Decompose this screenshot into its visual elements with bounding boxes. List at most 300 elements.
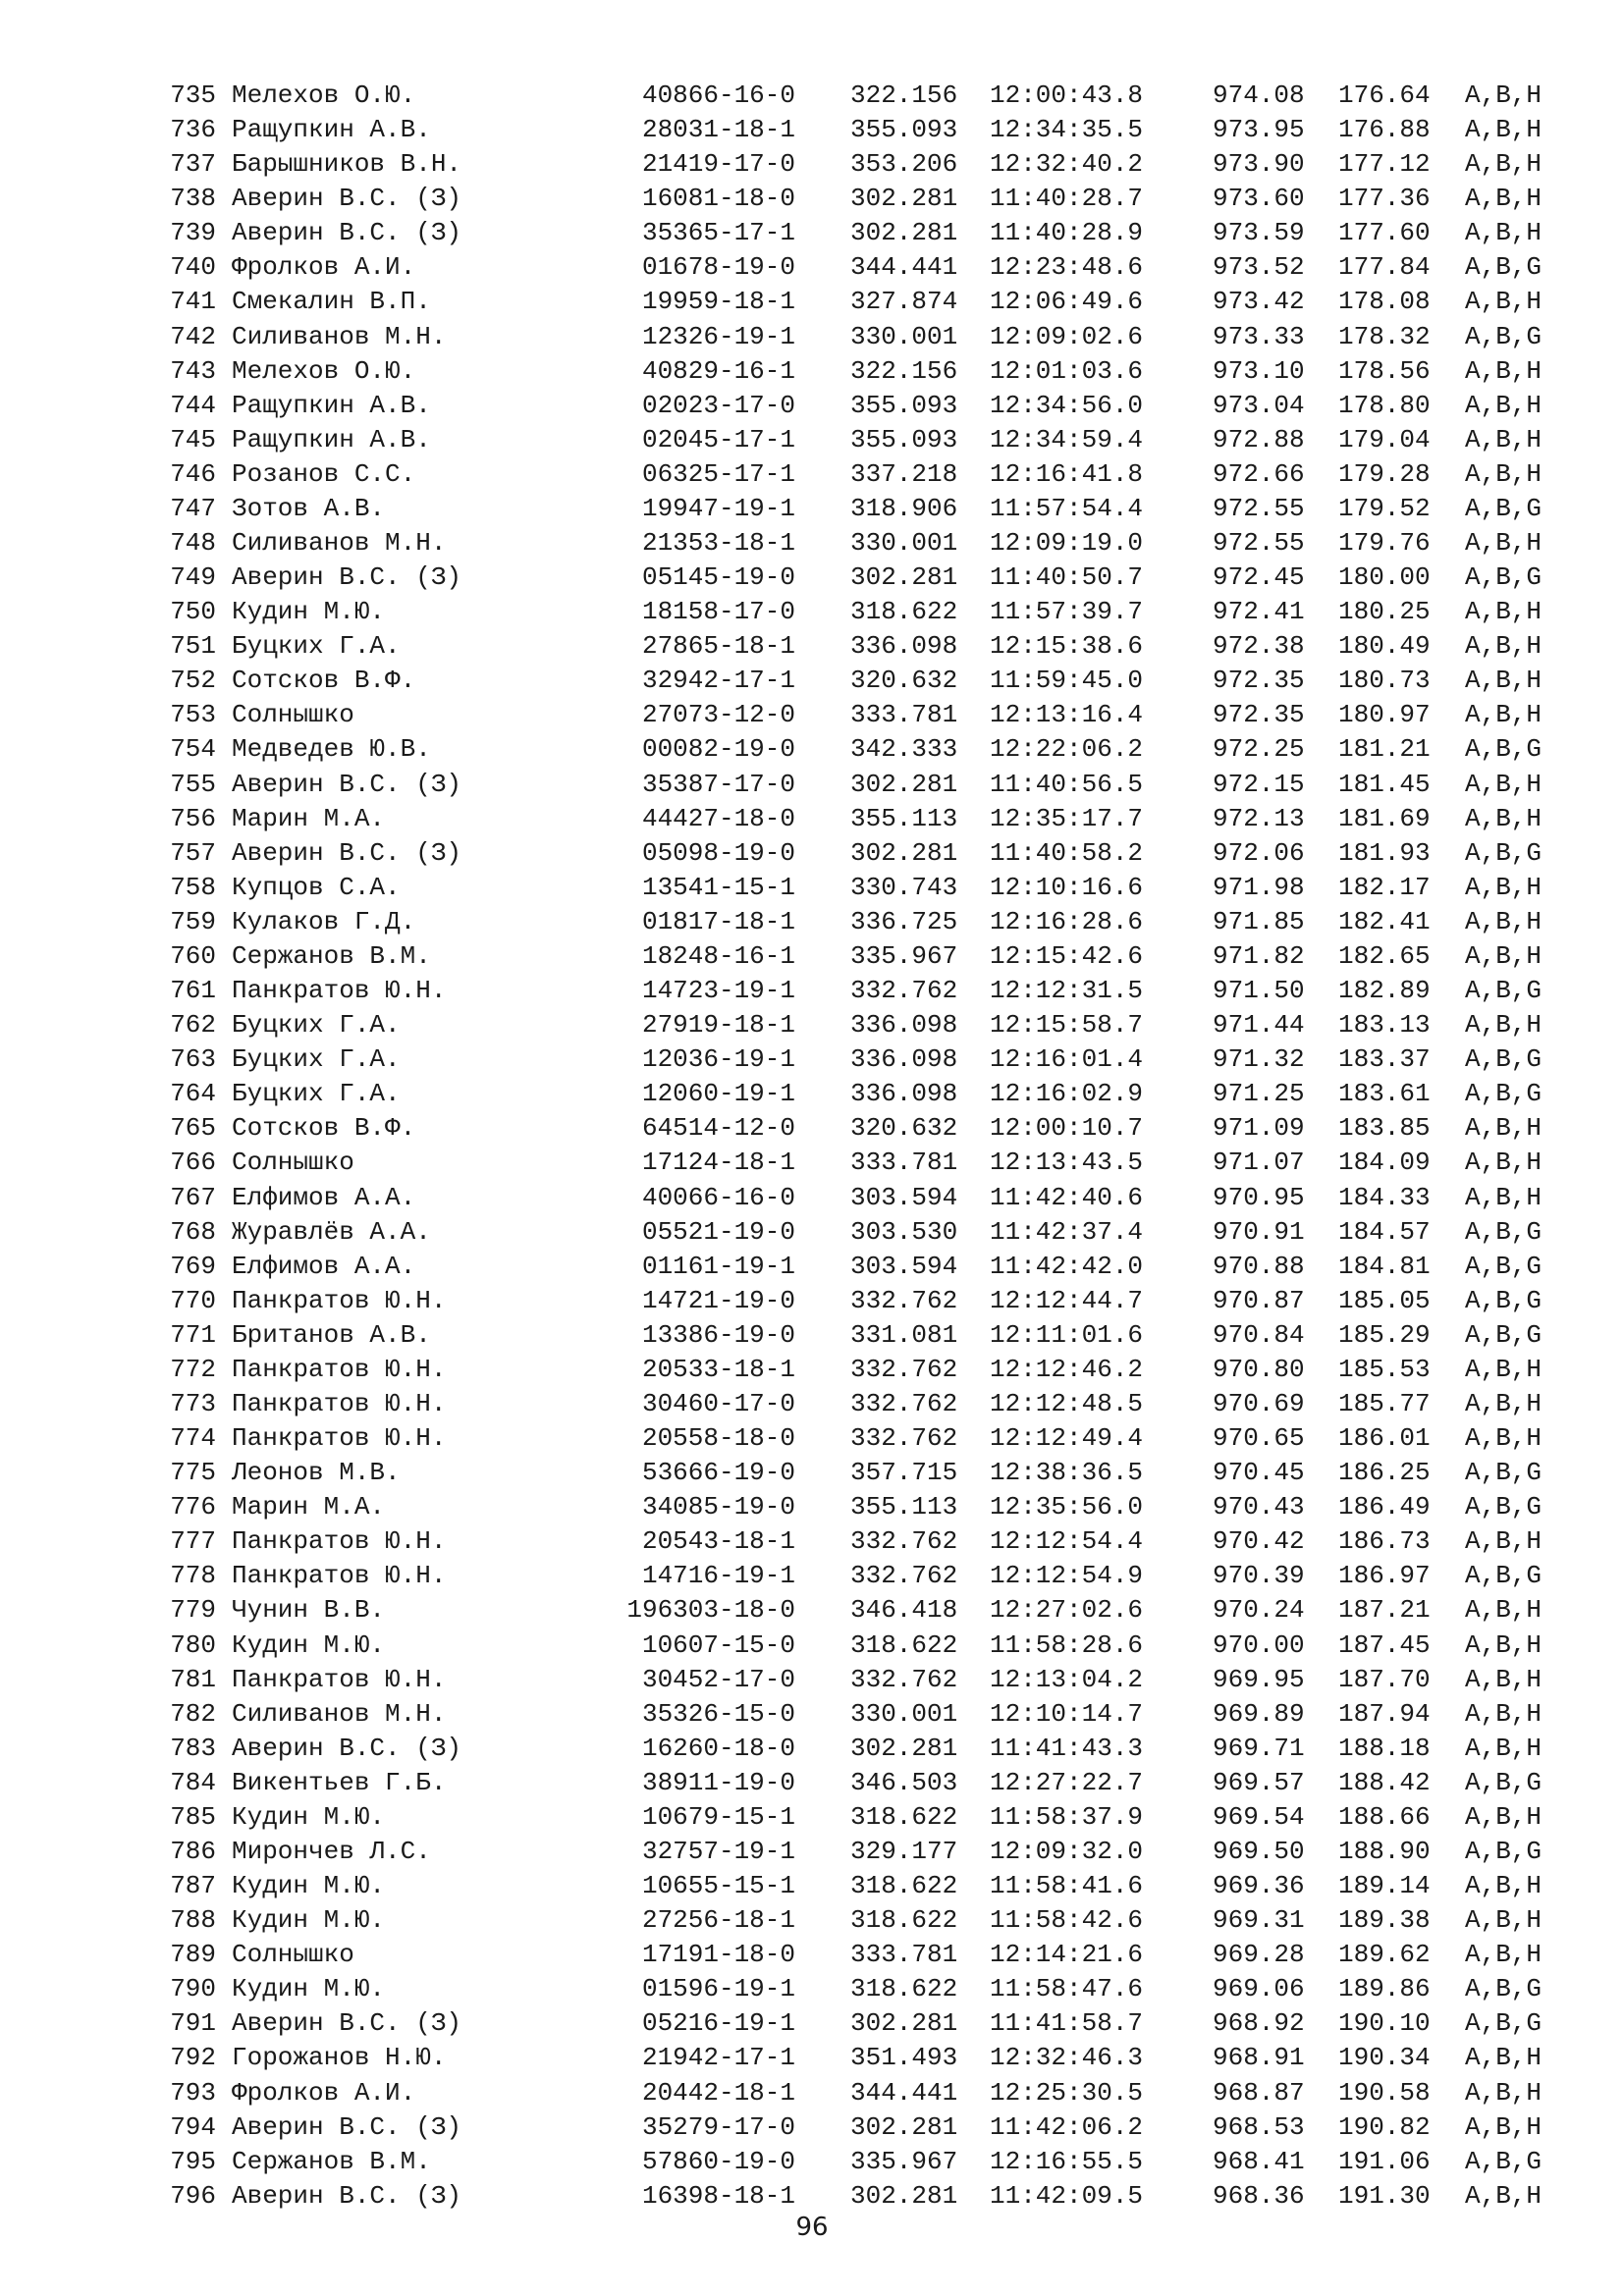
ring-id: 35279-17-0 — [641, 2111, 795, 2142]
ring-id: 06325-17-1 — [641, 458, 795, 489]
distance: 330.001 — [850, 528, 958, 559]
distance: 332.762 — [850, 1423, 958, 1454]
arrival-time: 12:27:22.7 — [990, 1767, 1144, 1797]
table-row — [0, 1593, 1624, 1628]
classes: A,B,G — [1465, 1492, 1543, 1522]
participant-name: Аверин В.С. (З) — [232, 562, 462, 593]
speed: 971.98 — [1213, 872, 1305, 902]
distance: 303.594 — [850, 1182, 958, 1212]
distance: 333.781 — [850, 700, 958, 730]
classes: A,B,H — [1465, 2043, 1543, 2073]
ring-id: 27073-12-0 — [641, 700, 795, 730]
speed: 970.24 — [1213, 1595, 1305, 1626]
speed: 970.65 — [1213, 1423, 1305, 1454]
participant-name: Горожанов Н.Ю. — [232, 2043, 447, 2073]
row-number: 766 — [170, 1148, 216, 1178]
participant-name: Чунин В.В. — [232, 1595, 386, 1626]
table-row — [0, 285, 1624, 319]
participant-name: Аверин В.С. (З) — [232, 837, 462, 868]
participant-name: Буцких Г.А. — [232, 1079, 401, 1109]
table-row — [0, 836, 1624, 871]
classes: A,B,H — [1465, 80, 1543, 110]
table-row — [0, 1181, 1624, 1215]
points: 188.42 — [1338, 1767, 1431, 1797]
speed: 970.45 — [1213, 1458, 1305, 1488]
speed: 972.06 — [1213, 837, 1305, 868]
row-number: 795 — [170, 2146, 216, 2176]
page-number: 96 — [795, 2213, 829, 2242]
participant-name: Розанов С.С. — [232, 458, 416, 489]
speed: 972.38 — [1213, 631, 1305, 662]
points: 188.90 — [1338, 1836, 1431, 1866]
ring-id: 27919-18-1 — [641, 1010, 795, 1041]
ring-id: 05098-19-0 — [641, 837, 795, 868]
points: 180.97 — [1338, 700, 1431, 730]
points: 181.21 — [1338, 734, 1431, 765]
distance: 355.093 — [850, 424, 958, 454]
arrival-time: 12:16:41.8 — [990, 458, 1144, 489]
classes: A,B,G — [1465, 1767, 1543, 1797]
distance: 322.156 — [850, 355, 958, 386]
points: 190.82 — [1338, 2111, 1431, 2142]
speed: 969.28 — [1213, 1940, 1305, 1970]
distance: 336.098 — [850, 1010, 958, 1041]
row-number: 744 — [170, 390, 216, 420]
distance: 318.622 — [850, 1974, 958, 2004]
classes: A,B,H — [1465, 597, 1543, 627]
arrival-time: 12:12:54.9 — [990, 1561, 1144, 1591]
ring-id: 01817-18-1 — [641, 906, 795, 936]
points: 177.36 — [1338, 184, 1431, 214]
ring-id: 01596-19-1 — [641, 1974, 795, 2004]
arrival-time: 11:41:43.3 — [990, 1733, 1144, 1763]
ring-id: 13386-19-0 — [641, 1319, 795, 1350]
participant-name: Сержанов В.М. — [232, 940, 431, 971]
speed: 973.33 — [1213, 321, 1305, 351]
points: 177.60 — [1338, 218, 1431, 248]
ring-id: 40866-16-0 — [641, 80, 795, 110]
participant-name: Аверин В.С. (З) — [232, 2180, 462, 2211]
arrival-time: 12:25:30.5 — [990, 2077, 1144, 2108]
arrival-time: 11:40:56.5 — [990, 769, 1144, 799]
ring-id: 19959-18-1 — [641, 287, 795, 317]
ring-id: 27865-18-1 — [641, 631, 795, 662]
ring-id: 10607-15-0 — [641, 1629, 795, 1660]
participant-name: Аверин В.С. (З) — [232, 2008, 462, 2039]
table-row — [0, 905, 1624, 939]
points: 183.85 — [1338, 1113, 1431, 1144]
table-row — [0, 698, 1624, 732]
arrival-time: 12:22:06.2 — [990, 734, 1144, 765]
row-number: 752 — [170, 666, 216, 696]
participant-name: Купцов С.А. — [232, 872, 401, 902]
classes: A,B,H — [1465, 115, 1543, 145]
distance: 344.441 — [850, 2077, 958, 2108]
participant-name: Силиванов М.Н. — [232, 1698, 447, 1729]
participant-name: Кулаков Г.Д. — [232, 906, 416, 936]
table-row — [0, 732, 1624, 767]
row-number: 759 — [170, 906, 216, 936]
distance: 355.113 — [850, 1492, 958, 1522]
participant-name: Сотсков В.Ф. — [232, 1113, 416, 1144]
distance: 302.281 — [850, 218, 958, 248]
row-number: 746 — [170, 458, 216, 489]
row-number: 773 — [170, 1388, 216, 1418]
distance: 355.093 — [850, 390, 958, 420]
participant-name: Аверин В.С. (З) — [232, 1733, 462, 1763]
points: 184.09 — [1338, 1148, 1431, 1178]
participant-name: Кудин М.Ю. — [232, 597, 386, 627]
classes: A,B,H — [1465, 355, 1543, 386]
distance: 322.156 — [850, 80, 958, 110]
table-row — [0, 1663, 1624, 1697]
ring-id: 44427-18-0 — [641, 803, 795, 833]
distance: 318.622 — [850, 1871, 958, 1901]
arrival-time: 12:12:54.4 — [990, 1526, 1144, 1557]
arrival-time: 12:15:38.6 — [990, 631, 1144, 662]
classes: A,B,H — [1465, 631, 1543, 662]
points: 186.49 — [1338, 1492, 1431, 1522]
arrival-time: 12:01:03.6 — [990, 355, 1144, 386]
ring-id: 64514-12-0 — [641, 1113, 795, 1144]
speed: 971.09 — [1213, 1113, 1305, 1144]
distance: 357.715 — [850, 1458, 958, 1488]
row-number: 767 — [170, 1182, 216, 1212]
classes: A,B,G — [1465, 837, 1543, 868]
arrival-time: 11:58:28.6 — [990, 1629, 1144, 1660]
distance: 302.281 — [850, 2008, 958, 2039]
row-number: 751 — [170, 631, 216, 662]
arrival-time: 12:34:59.4 — [990, 424, 1144, 454]
points: 188.66 — [1338, 1801, 1431, 1832]
table-row — [0, 113, 1624, 147]
row-number: 765 — [170, 1113, 216, 1144]
row-number: 775 — [170, 1458, 216, 1488]
table-row — [0, 664, 1624, 698]
points: 189.62 — [1338, 1940, 1431, 1970]
participant-name: Смекалин В.П. — [232, 287, 431, 317]
ring-id: 21353-18-1 — [641, 528, 795, 559]
ring-id: 21419-17-0 — [641, 149, 795, 180]
ring-id: 10655-15-1 — [641, 1871, 795, 1901]
classes: A,B,H — [1465, 1113, 1543, 1144]
speed: 972.55 — [1213, 528, 1305, 559]
table-row — [0, 768, 1624, 802]
speed: 969.36 — [1213, 1871, 1305, 1901]
participant-name: Елфимов А.А. — [232, 1251, 416, 1281]
arrival-time: 11:42:37.4 — [990, 1216, 1144, 1247]
speed: 973.90 — [1213, 149, 1305, 180]
table-row — [0, 2179, 1624, 2214]
arrival-time: 12:13:04.2 — [990, 1664, 1144, 1694]
speed: 972.88 — [1213, 424, 1305, 454]
classes: A,B,H — [1465, 528, 1543, 559]
points: 180.25 — [1338, 597, 1431, 627]
ring-id: 01678-19-0 — [641, 252, 795, 283]
classes: A,B,H — [1465, 1388, 1543, 1418]
participant-name: Буцких Г.А. — [232, 1010, 401, 1041]
participant-name: Панкратов Ю.Н. — [232, 976, 447, 1006]
ring-id: 20558-18-0 — [641, 1423, 795, 1454]
row-number: 790 — [170, 1974, 216, 2004]
participant-name: Силиванов М.Н. — [232, 528, 447, 559]
arrival-time: 12:12:48.5 — [990, 1388, 1144, 1418]
table-row — [0, 354, 1624, 389]
ring-id: 00082-19-0 — [641, 734, 795, 765]
participant-name: Буцких Г.А. — [232, 1044, 401, 1075]
ring-id: 05521-19-0 — [641, 1216, 795, 1247]
points: 185.29 — [1338, 1319, 1431, 1350]
distance: 353.206 — [850, 149, 958, 180]
distance: 302.281 — [850, 562, 958, 593]
arrival-time: 12:12:44.7 — [990, 1285, 1144, 1315]
participant-name: Кудин М.Ю. — [232, 1974, 386, 2004]
row-number: 781 — [170, 1664, 216, 1694]
ring-id: 05145-19-0 — [641, 562, 795, 593]
distance: 335.967 — [850, 940, 958, 971]
participant-name: Панкратов Ю.Н. — [232, 1354, 447, 1384]
speed: 968.36 — [1213, 2180, 1305, 2211]
speed: 970.39 — [1213, 1561, 1305, 1591]
points: 176.88 — [1338, 115, 1431, 145]
row-number: 776 — [170, 1492, 216, 1522]
ring-id: 34085-19-0 — [641, 1492, 795, 1522]
classes: A,B,H — [1465, 458, 1543, 489]
speed: 972.35 — [1213, 700, 1305, 730]
distance: 318.622 — [850, 1629, 958, 1660]
row-number: 792 — [170, 2043, 216, 2073]
points: 188.18 — [1338, 1733, 1431, 1763]
arrival-time: 11:40:28.7 — [990, 184, 1144, 214]
classes: A,B,H — [1465, 1182, 1543, 1212]
arrival-time: 12:16:02.9 — [990, 1079, 1144, 1109]
distance: 303.530 — [850, 1216, 958, 1247]
table-row — [0, 1421, 1624, 1456]
points: 178.08 — [1338, 287, 1431, 317]
distance: 327.874 — [850, 287, 958, 317]
table-row — [0, 939, 1624, 974]
speed: 970.00 — [1213, 1629, 1305, 1660]
points: 181.45 — [1338, 769, 1431, 799]
classes: A,B,G — [1465, 2008, 1543, 2039]
table-row — [0, 1524, 1624, 1559]
participant-name: Британов А.В. — [232, 1319, 431, 1350]
classes: A,B,H — [1465, 906, 1543, 936]
distance: 331.081 — [850, 1319, 958, 1350]
classes: A,B,H — [1465, 1148, 1543, 1178]
ring-id: 20543-18-1 — [641, 1526, 795, 1557]
table-row — [0, 871, 1624, 905]
points: 190.58 — [1338, 2077, 1431, 2108]
distance: 332.762 — [850, 976, 958, 1006]
distance: 336.098 — [850, 1079, 958, 1109]
ring-id: 12326-19-1 — [641, 321, 795, 351]
arrival-time: 11:58:42.6 — [990, 1905, 1144, 1936]
speed: 969.06 — [1213, 1974, 1305, 2004]
distance: 330.743 — [850, 872, 958, 902]
ring-id: 40829-16-1 — [641, 355, 795, 386]
speed: 972.15 — [1213, 769, 1305, 799]
distance: 320.632 — [850, 1113, 958, 1144]
participant-name: Аверин В.С. (З) — [232, 2111, 462, 2142]
row-number: 779 — [170, 1595, 216, 1626]
row-number: 780 — [170, 1629, 216, 1660]
classes: A,B,H — [1465, 1010, 1543, 1041]
ring-id: 28031-18-1 — [641, 115, 795, 145]
speed: 973.59 — [1213, 218, 1305, 248]
classes: A,B,G — [1465, 321, 1543, 351]
distance: 320.632 — [850, 666, 958, 696]
participant-name: Ращупкин А.В. — [232, 390, 431, 420]
row-number: 770 — [170, 1285, 216, 1315]
points: 183.61 — [1338, 1079, 1431, 1109]
row-number: 782 — [170, 1698, 216, 1729]
row-number: 764 — [170, 1079, 216, 1109]
classes: A,B,H — [1465, 1905, 1543, 1936]
row-number: 739 — [170, 218, 216, 248]
table-row — [0, 2041, 1624, 2075]
row-number: 741 — [170, 287, 216, 317]
classes: A,B,H — [1465, 1629, 1543, 1660]
ring-id: 02023-17-0 — [641, 390, 795, 420]
row-number: 772 — [170, 1354, 216, 1384]
points: 186.73 — [1338, 1526, 1431, 1557]
arrival-time: 11:40:28.9 — [990, 218, 1144, 248]
classes: A,B,H — [1465, 1801, 1543, 1832]
points: 187.45 — [1338, 1629, 1431, 1660]
points: 189.38 — [1338, 1905, 1431, 1936]
row-number: 736 — [170, 115, 216, 145]
distance: 333.781 — [850, 1940, 958, 1970]
distance: 318.622 — [850, 1905, 958, 1936]
points: 177.12 — [1338, 149, 1431, 180]
arrival-time: 12:00:10.7 — [990, 1113, 1144, 1144]
classes: A,B,G — [1465, 1319, 1543, 1350]
participant-name: Мелехов О.Ю. — [232, 80, 416, 110]
classes: A,B,H — [1465, 1940, 1543, 1970]
participant-name: Аверин В.С. (З) — [232, 218, 462, 248]
arrival-time: 12:10:14.7 — [990, 1698, 1144, 1729]
participant-name: Марин М.А. — [232, 803, 386, 833]
table-row — [0, 629, 1624, 664]
row-number: 794 — [170, 2111, 216, 2142]
classes: A,B,H — [1465, 424, 1543, 454]
classes: A,B,H — [1465, 700, 1543, 730]
classes: A,B,H — [1465, 218, 1543, 248]
table-row — [0, 1456, 1624, 1490]
distance: 355.113 — [850, 803, 958, 833]
arrival-time: 12:32:40.2 — [990, 149, 1144, 180]
arrival-time: 12:15:42.6 — [990, 940, 1144, 971]
distance: 302.281 — [850, 2180, 958, 2211]
row-number: 735 — [170, 80, 216, 110]
classes: A,B,H — [1465, 1698, 1543, 1729]
classes: A,B,G — [1465, 1836, 1543, 1866]
row-number: 791 — [170, 2008, 216, 2039]
table-row — [0, 2110, 1624, 2145]
arrival-time: 12:11:01.6 — [990, 1319, 1144, 1350]
distance: 330.001 — [850, 1698, 958, 1729]
arrival-time: 12:12:31.5 — [990, 976, 1144, 1006]
table-row — [0, 2145, 1624, 2179]
participant-name: Барышников В.Н. — [232, 149, 462, 180]
participant-name: Мирончев Л.С. — [232, 1836, 431, 1866]
table-row — [0, 1250, 1624, 1284]
distance: 342.333 — [850, 734, 958, 765]
ring-id: 196303-18-0 — [626, 1595, 795, 1626]
classes: A,B,H — [1465, 769, 1543, 799]
speed: 970.88 — [1213, 1251, 1305, 1281]
arrival-time: 12:16:28.6 — [990, 906, 1144, 936]
row-number: 743 — [170, 355, 216, 386]
table-row — [0, 1146, 1624, 1180]
participant-name: Фролков А.И. — [232, 252, 416, 283]
points: 182.89 — [1338, 976, 1431, 1006]
table-row — [0, 79, 1624, 113]
speed: 974.08 — [1213, 80, 1305, 110]
participant-name: Медведев Ю.В. — [232, 734, 431, 765]
arrival-time: 11:58:37.9 — [990, 1801, 1144, 1832]
table-row — [0, 1972, 1624, 2006]
speed: 972.66 — [1213, 458, 1305, 489]
classes: A,B,H — [1465, 390, 1543, 420]
ring-id: 19947-19-1 — [641, 493, 795, 523]
table-row — [0, 457, 1624, 492]
row-number: 740 — [170, 252, 216, 283]
row-number: 747 — [170, 493, 216, 523]
arrival-time: 12:16:55.5 — [990, 2146, 1144, 2176]
classes: A,B,H — [1465, 1664, 1543, 1694]
arrival-time: 11:42:40.6 — [990, 1182, 1144, 1212]
speed: 970.84 — [1213, 1319, 1305, 1350]
points: 191.30 — [1338, 2180, 1431, 2211]
points: 178.32 — [1338, 321, 1431, 351]
participant-name: Панкратов Ю.Н. — [232, 1388, 447, 1418]
classes: A,B,G — [1465, 1458, 1543, 1488]
participant-name: Елфимов А.А. — [232, 1182, 416, 1212]
row-number: 757 — [170, 837, 216, 868]
participant-name: Солнышко — [232, 1148, 354, 1178]
classes: A,B,H — [1465, 940, 1543, 971]
points: 182.17 — [1338, 872, 1431, 902]
speed: 970.42 — [1213, 1526, 1305, 1557]
table-row — [0, 1215, 1624, 1250]
speed: 973.04 — [1213, 390, 1305, 420]
points: 176.64 — [1338, 80, 1431, 110]
speed: 969.31 — [1213, 1905, 1305, 1936]
distance: 332.762 — [850, 1664, 958, 1694]
arrival-time: 12:35:56.0 — [990, 1492, 1144, 1522]
ring-id: 01161-19-1 — [641, 1251, 795, 1281]
table-row — [0, 216, 1624, 250]
distance: 346.503 — [850, 1767, 958, 1797]
participant-name: Панкратов Ю.Н. — [232, 1664, 447, 1694]
row-number: 768 — [170, 1216, 216, 1247]
table-row — [0, 1903, 1624, 1938]
speed: 972.25 — [1213, 734, 1305, 765]
classes: A,B,H — [1465, 1354, 1543, 1384]
arrival-time: 11:57:54.4 — [990, 493, 1144, 523]
participant-name: Аверин В.С. (З) — [232, 769, 462, 799]
distance: 302.281 — [850, 769, 958, 799]
speed: 971.44 — [1213, 1010, 1305, 1041]
distance: 336.098 — [850, 1044, 958, 1075]
row-number: 796 — [170, 2180, 216, 2211]
participant-name: Панкратов Ю.Н. — [232, 1561, 447, 1591]
ring-id: 32757-19-1 — [641, 1836, 795, 1866]
ring-id: 38911-19-0 — [641, 1767, 795, 1797]
distance: 337.218 — [850, 458, 958, 489]
